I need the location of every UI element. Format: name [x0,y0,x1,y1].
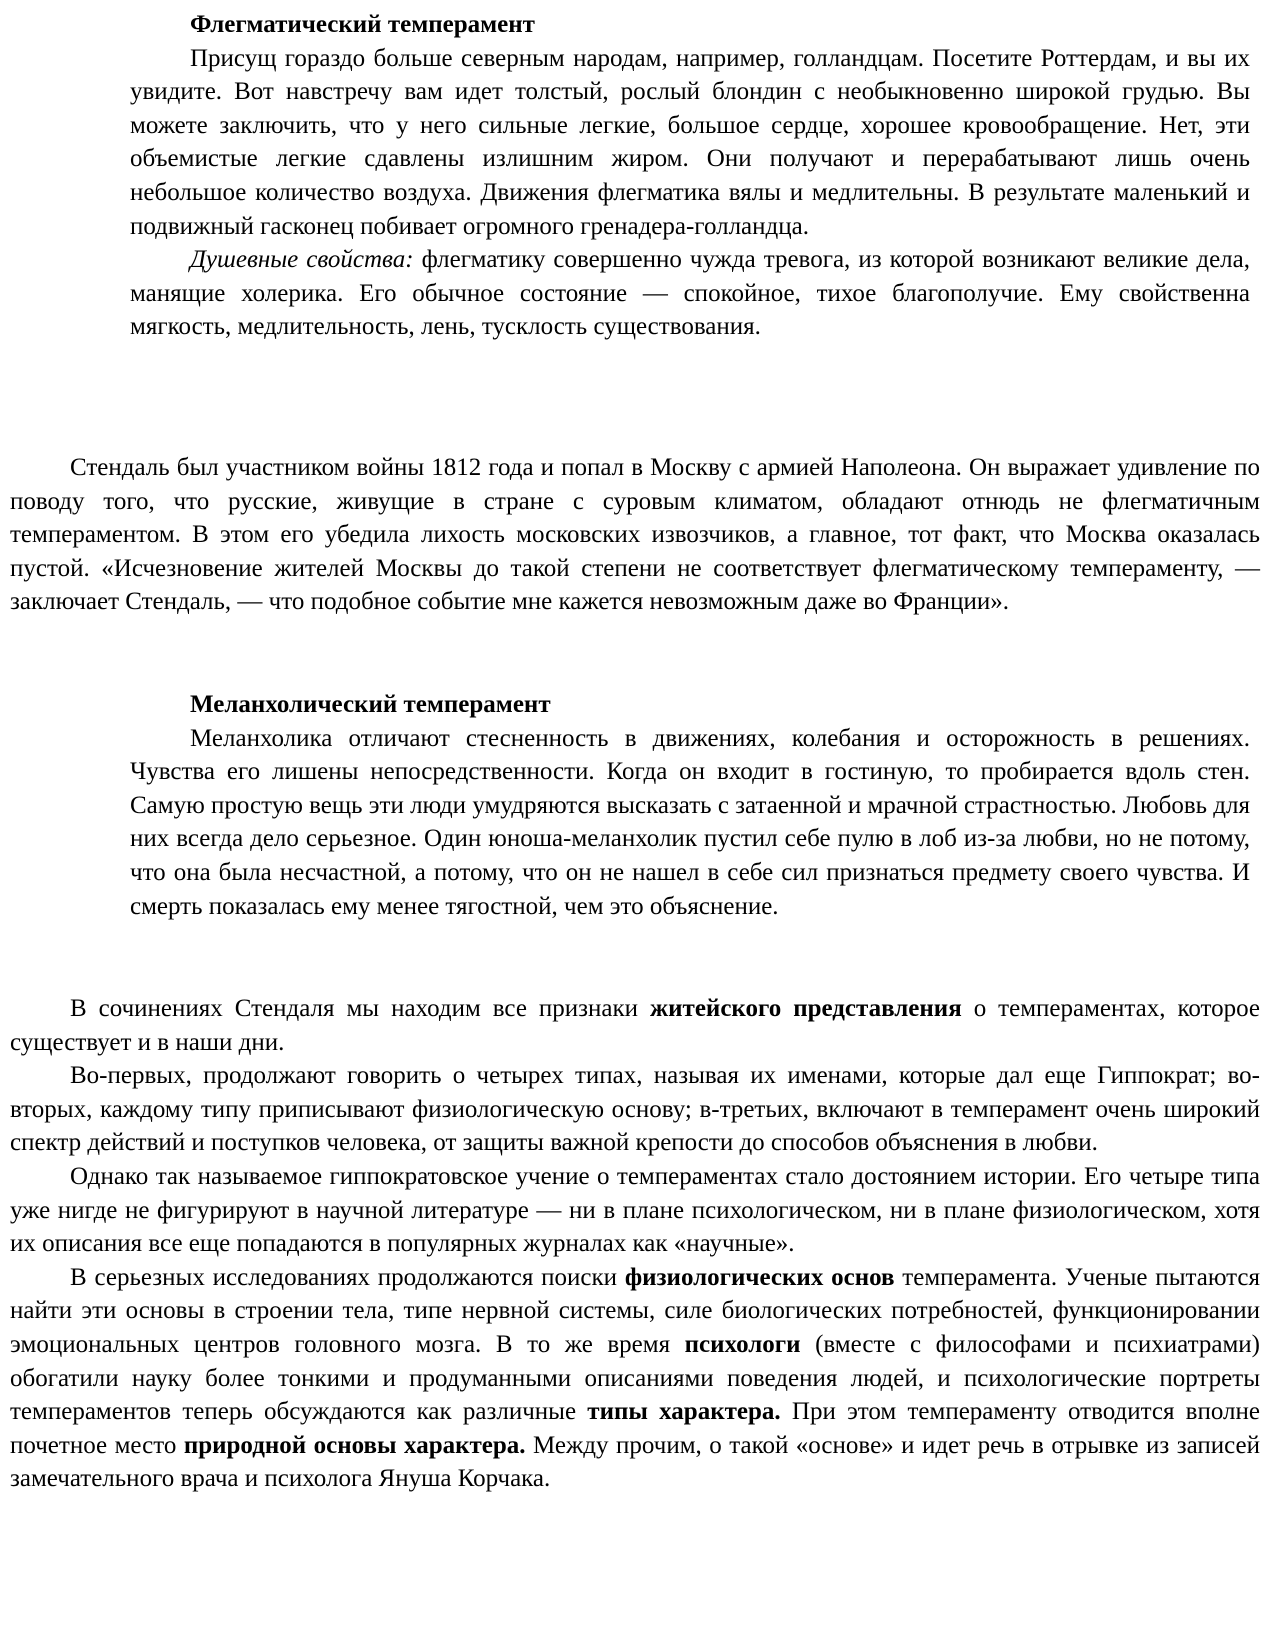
stendhal-moscow-section [10,451,1260,619]
phlegmatic-description-paragraph: Присущ гораздо больше северным народам, например, голландцам. Посетите Роттердам, и вы их увидите. Вот навстречу вам идет толстый, рослый блондин с необыкновенно широкой грудью. Вы можете заключить, что у него сильные легкие, большое сердце, хорошее кровообращение. Нет, эти объемистые легкие сдавлены излишним жиром. Они получают и перерабатывают лишь очень небольшое количество воздуха. Движения флегматика вялы и медлительны. В результате маленький и подвижный гасконец побивает огромного гренадера-голландца. [130,44,1250,240]
melancholic-description-paragraph: Меланхолика отличают стесненность в движениях, колебания и осторожность в решениях. Чувства его лишены непосредственности. Когда он входит в гостиную, то пробирается вдоль стен. Самую простую вещь эти люди умудряются высказать с затаенной и мрачной страстностью. Любовь для них всегда дело серьезное. Один юноша-меланхолик пустил себе пулю в лоб из-за любви, но не потому, что она была несчастной, а потому, что он не нашел в себе сил признаться предмету своего чувства. И смерть показалась ему менее тягостной, чем это объяснение. [130,724,1250,920]
phlegmatic-soul-paragraph [130,243,1250,344]
text-run: темперамента. Ученые пытаются найти эти основы в строении тела, типе нервной системы, силе биологических потребностей, функционировании эмоциональных центров головного мозга. В то же время [10,1263,1260,1358]
melancholic-heading: Меланхолический темперамент [190,691,551,718]
stendhal-moscow-paragraph: Стендаль был участником войны 1812 года и попал в Москву с армией Наполеона. Он выражает удивление по поводу того, что русские, живущие в стране с суровым климатом, обладают отнюдь не флегматичным темпераментом. В этом его убедила лихость московских извозчиков, а главное, тот факт, что Москва оказалась пустой. «Исчезновение жителей Москвы до такой степени не соответствует флегматическому темпераменту, — заключает Стендаль, — что подобное событие мне кажется невозможным даже во Франции». [10,454,1260,616]
text-run: о темпераментах, которое существует и в наши дни. [10,995,1260,1056]
soul-properties-text: флегматику совершенно чужда тревога, из которой возникают великие дела, манящие холерика. Его обычное состояние — спокойное, тихое благополучие. Ему свойственна мягкость, медлительность, лень, тусклость существования. [130,246,1250,341]
psychologists-term: психологи [684,1330,801,1358]
phlegmatic-quote-block [130,8,1250,344]
character-types-term: типы характера. [587,1398,781,1426]
main-text-section [10,992,1260,1496]
text-run: В сочинениях Стендаля мы находим все признаки [70,995,651,1022]
text-run: Между прочим, о такой «основе» и идет речь в отрывке из записей замечательного врача и психолога Януша Корчака. [10,1431,1260,1493]
everyday-view-paragraph [10,992,1260,1059]
hippocratic-doctrine-paragraph: Однако так называемое гиппократовское учение о темпераментах стало достоянием истории. Его четыре типа уже нигде не фигурируют в научной литературе — ни в плане психологическом, ни в плане физиологическом, хотя их описания все еще попадаются в популярных журналах как «научные». [10,1162,1260,1258]
text-run: При этом темпераменту отводится вполне почетное место [10,1398,1260,1459]
firstly-secondly-paragraph: Во-первых, продолжают говорить о четырех типах, называя их именами, которые дал еще Гиппократ; во-вторых, каждому типу приписывают физиологическую основу; в-третьих, включают в темперамент очень широкий спектр действий и поступков человека, от защиты важной крепости до способов объяснения в любви. [10,1062,1260,1157]
melancholic-quote-block [130,688,1250,923]
text-run: (вместе с философами и психиатрами) обогатили науку более тонкими и продуманными описаниями поведения людей, и психологические портреты темпераментов теперь обсуждаются как различные [10,1330,1260,1426]
soul-properties-label: Душевные свойства: [190,246,414,274]
text-run: В серьезных исследованиях продолжаются поиски [70,1263,625,1291]
phlegmatic-heading: Флегматический темперамент [190,11,535,38]
physiological-bases-term: физиологических основ [624,1263,895,1291]
natural-basis-term: природной основы характера. [183,1431,526,1459]
everyday-representation-term: житейского представления [650,995,962,1022]
serious-research-paragraph [10,1261,1260,1496]
